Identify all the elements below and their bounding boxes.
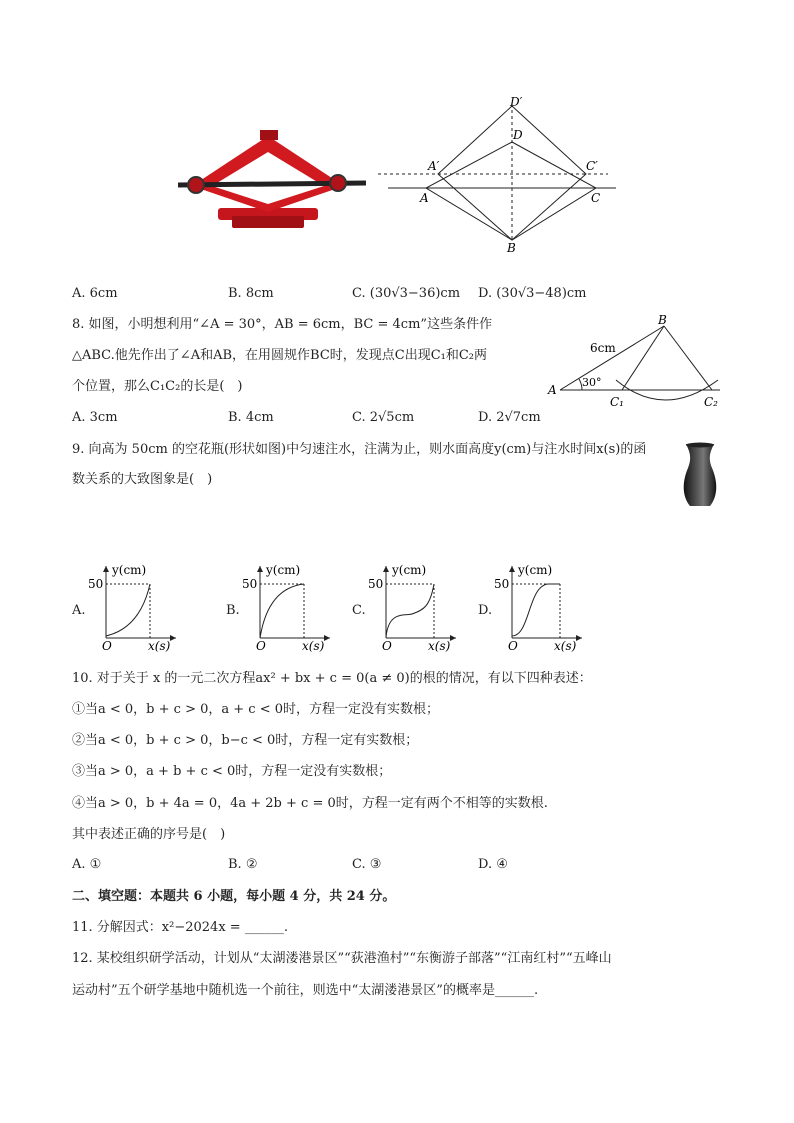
graph-origin: O xyxy=(256,639,266,652)
vase-image xyxy=(680,442,720,508)
graph-ylabel: y(cm) xyxy=(392,563,427,577)
car-jack-image xyxy=(172,128,372,238)
jack-geometry-diagram xyxy=(370,92,620,254)
graph-ymax: 50 xyxy=(242,577,258,591)
q10-option-a: A. ① xyxy=(72,857,102,872)
section-heading: 二、填空题：本题共 6 小题，每小题 4 分，共 24 分。 xyxy=(72,889,396,904)
q10-stem: 10. 对于关于 x 的一元二次方程ax² + bx + c = 0(a ≠ 0)的根的情况，有以下四种表述： xyxy=(72,671,592,686)
graph-origin: O xyxy=(508,639,518,652)
q10-option-b: B. ② xyxy=(228,857,258,872)
label-A: A xyxy=(420,191,429,205)
label-D: D xyxy=(513,128,523,142)
q9-line2: 数关系的大致图象是( ) xyxy=(72,472,213,487)
q8-label-b: B xyxy=(658,314,667,327)
q10-statement-4: ④当a > 0，b + 4a = 0，4a + 2b + c = 0时，方程一定有两个不相等的实数根. xyxy=(72,796,548,811)
q7-option-c: C. (30√3−36)cm xyxy=(352,286,461,301)
q8-option-b: B. 4cm xyxy=(228,410,274,425)
graph-ylabel: y(cm) xyxy=(112,563,147,577)
q8-option-c: C. 2√5cm xyxy=(352,410,415,425)
q8-line2: △ABC.他先作出了∠A和AB，在用圆规作BC时，发现点C出现C₁和C₂两 xyxy=(72,348,488,363)
q11: 11. 分解因式：x²−2024x = ______. xyxy=(72,920,288,935)
graph-origin: O xyxy=(102,639,112,652)
q12-line1: 12. 某校组织研学活动，计划从“太湖溇港景区”“荻港渔村”“东衡游子部落”“江南红村”“五峰山 xyxy=(72,951,612,966)
label-C: C xyxy=(591,191,601,205)
q8-label-c1: C₁ xyxy=(610,395,624,409)
q8-option-a: A. 3cm xyxy=(72,410,118,425)
q7-option-a: A. 6cm xyxy=(72,286,118,301)
graph-ymax: 50 xyxy=(494,577,510,591)
graph-xlabel: x(s) xyxy=(302,639,325,652)
graph-letter: C. xyxy=(352,603,366,618)
graph-xlabel: x(s) xyxy=(428,639,451,652)
graph-ymax: 50 xyxy=(368,577,384,591)
q7-option-d: D. (30√3−48)cm xyxy=(478,286,587,301)
graph-letter: A. xyxy=(72,603,86,618)
graph-ymax: 50 xyxy=(88,577,104,591)
graph-ylabel: y(cm) xyxy=(266,563,301,577)
q10-ask: 其中表述正确的序号是( ) xyxy=(72,827,226,842)
graph-origin: O xyxy=(382,639,392,652)
q8-line3: 个位置，那么C₁C₂的长是( ) xyxy=(72,379,243,394)
q10-statement-2: ②当a < 0，b + c > 0，b−c < 0时，方程一定有实数根； xyxy=(72,733,419,748)
q12-line2: 运动村”五个研学基地中随机选一个前往，则选中“太湖溇港景区”的概率是______. xyxy=(72,983,539,998)
q8-triangle-figure xyxy=(546,314,726,410)
q7-option-b: B. 8cm xyxy=(228,286,274,301)
graph-ylabel: y(cm) xyxy=(518,563,553,577)
graph-xlabel: x(s) xyxy=(148,639,171,652)
label-Dp: D′ xyxy=(510,95,523,109)
label-B: B xyxy=(507,241,516,254)
label-Ap: A′ xyxy=(428,159,440,173)
q8-line1: 8. 如图，小明想利用“∠A = 30°，AB = 6cm，BC = 4cm”这些条件作 xyxy=(72,317,493,332)
label-Cp: C′ xyxy=(586,159,598,173)
q10-option-c: C. ③ xyxy=(352,857,382,872)
q10-statement-1: ①当a < 0，b + c > 0，a + c < 0时，方程一定没有实数根； xyxy=(72,702,439,717)
q8-label-angle: 30° xyxy=(582,376,602,389)
q8-label-side: 6cm xyxy=(590,341,616,355)
q10-statement-3: ③当a > 0，a + b + c < 0时，方程一定没有实数根； xyxy=(72,764,392,779)
graph-xlabel: x(s) xyxy=(554,639,577,652)
graph-letter: B. xyxy=(226,603,240,618)
q8-option-d: D. 2√7cm xyxy=(478,410,541,425)
q10-option-d: D. ④ xyxy=(478,857,508,872)
q8-label-c2: C₂ xyxy=(704,395,718,409)
q8-label-a: A xyxy=(548,383,557,397)
graph-letter: D. xyxy=(478,603,493,618)
q9-line1: 9. 向高为 50cm 的空花瓶(形状如图)中匀速注水，注满为止，则水面高度y(cm)与注水时间x(s)的函 xyxy=(72,442,647,457)
